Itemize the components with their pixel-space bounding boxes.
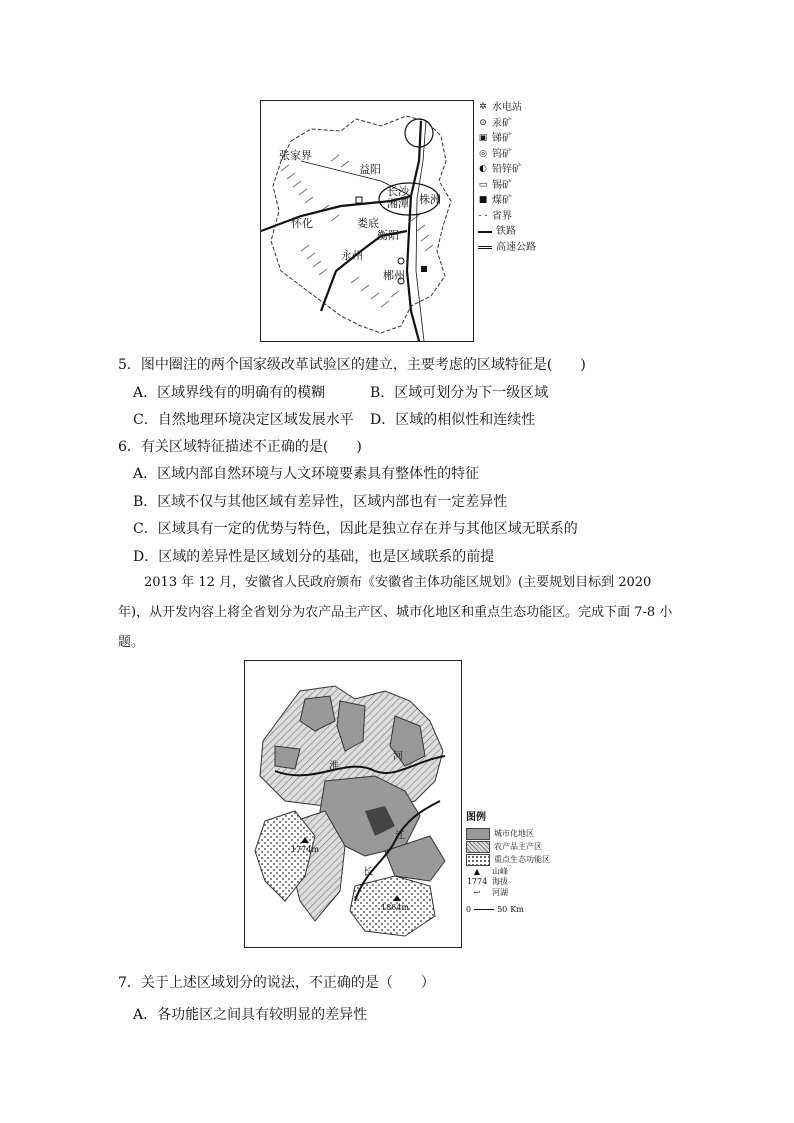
city-label: 张家界: [279, 149, 312, 162]
question-5-option-d: D．区域的相似性和连续性: [370, 412, 536, 428]
river-label: 长: [363, 867, 373, 878]
question-5-option-c: C．自然地理环境决定区域发展水平: [133, 412, 354, 428]
city-label: 永州: [341, 249, 363, 262]
hydropower-icon: ✲: [479, 102, 487, 112]
question-5-option-a: A．区域界线有的明确有的模糊: [133, 385, 326, 401]
city-label: 株洲: [419, 193, 441, 206]
elevation-label: 1774m: [291, 845, 319, 854]
city-label: 怀化: [291, 217, 313, 230]
river-label: 河: [393, 751, 403, 762]
passage-7-8: 2013 年 12 月，安徽省人民政府颁布《安徽省主体功能区规划》(主要规划目标到 2020 年)，从开发内容上将全省划分为农产品主产区、城市化地区和重点生态功能区。完成下面 7-8 小题。: [118, 575, 673, 650]
river-lake-icon: ↩: [473, 888, 481, 897]
coal-mine-icon: ■: [478, 195, 488, 205]
question-6-option-a: A．区域内部自然环境与人文环境要素具有整体性的特征: [133, 466, 480, 482]
hunan-map-legend: ✲ 水电站 ⊙ 汞矿 ▣ 锑矿 ◎ 钨矿 ◐ 铅锌矿 ▭ 锡矿 ■ 煤矿 - - 省界 铁路 高速公路: [478, 102, 536, 253]
antimony-mine-icon: ▣: [478, 133, 488, 143]
city-label: 郴州: [383, 269, 405, 282]
question-6-option-c: C．区域具有一定的优势与特色，因此是独立存在并与其他区域无联系的: [133, 521, 578, 537]
agricultural-area-swatch: [466, 841, 490, 853]
anhui-map-legend: 图例 城市化地区 农产品主产区 重点生态功能区 ▲ 山峰 1774 海拔 ↩ 河湖 0 50 Km: [466, 808, 550, 916]
question-7-option-a: A．各功能区之间具有较明显的差异性: [133, 1007, 368, 1023]
hunan-map: [260, 100, 474, 342]
peak-icon: ▲: [473, 866, 481, 876]
city-label: 益阳: [359, 163, 381, 176]
mercury-mine-icon: ⊙: [479, 117, 487, 128]
legend-title: 图例: [466, 812, 486, 823]
anhui-map-drawing: [245, 661, 461, 947]
province-border-icon: - -: [478, 210, 488, 221]
elevation-label: 1864m: [381, 903, 409, 912]
city-label: 长沙: [387, 185, 409, 198]
highway-icon: [478, 246, 492, 249]
question-5-option-b: B．区域可划分为下一级区域: [370, 385, 549, 401]
lead-zinc-mine-icon: ◐: [479, 164, 487, 174]
city-label: 娄底: [357, 217, 379, 230]
railway-icon: [478, 231, 492, 233]
anhui-map: [244, 660, 462, 948]
question-6-option-b: B．区域不仅与其他区域有差异性，区域内部也有一定差异性: [133, 494, 508, 510]
river-label: 江: [395, 831, 405, 842]
urban-area-swatch: [466, 828, 490, 840]
scale-bar: 0 50 Km: [466, 905, 524, 914]
question-7-stem: 7．关于上述区域划分的说法，不正确的是（ ）: [118, 975, 435, 991]
question-6-option-d: D．区域的差异性是区域划分的基础，也是区域联系的前提: [133, 549, 495, 565]
city-label: 衡阳: [377, 229, 399, 242]
question-5-stem: 5．图中圈注的两个国家级改革试验区的建立，主要考虑的区域特征是( ): [118, 357, 586, 373]
tin-mine-icon: ▭: [478, 179, 488, 190]
tungsten-mine-icon: ◎: [479, 148, 487, 159]
city-label: 湘潭: [387, 197, 409, 210]
river-label: 淮: [329, 761, 339, 772]
peak-value: 1774: [466, 876, 488, 886]
ecological-area-swatch: [466, 854, 490, 866]
question-6-stem: 6．有关区域特征描述不正确的是( ): [118, 439, 362, 455]
